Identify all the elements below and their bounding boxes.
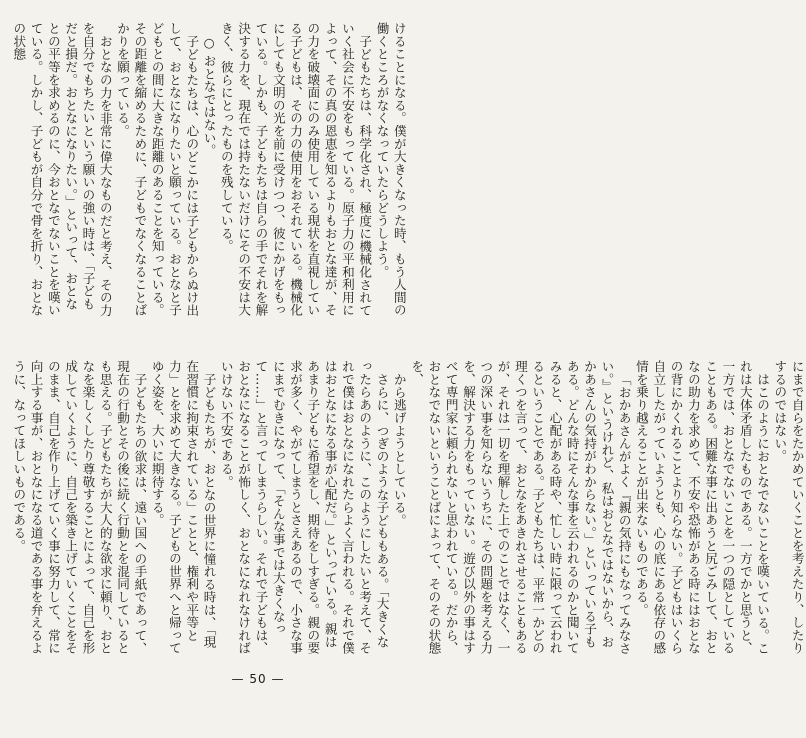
paragraph: から逃げようとしている。 bbox=[391, 372, 407, 527]
paragraph: けることになる。僕が大きくなった時、もう人間の働くところがなくなっていたらどうしよう。 bbox=[374, 22, 407, 317]
paragraph: 「おかあさんがよく『親の気持にもなってみなさい。』というけれど、私はおとなではないから、おかあさんの気持がわからない。」といっている子もある。どんな時にそんな事を云われるのかと聞いてみると、心配がある時や、忙しい時に限って云われるということである。子どもたちは、平常一かどの理くつを言って、おとなをあきれさせることもあるが、それは一切を理解した上でのことではなく、一つの深い事を知らないうちに、その問題を考える力を、解決する力をもっていない。遊び以外の事はすべて専門家に頼られないと思われている。だから、おとなでないということばによって、そのその状態を、 bbox=[409, 360, 632, 655]
section-heading: ○ おとなではない。 bbox=[201, 34, 217, 157]
upper-text-block bbox=[10, 22, 506, 322]
paragraph: さらに、つぎのような子どももある。「大きくなったらあのように、このようにしたいと考えて、それで僕はおとなになれたらよく言われる。それで僕はおとなになる事が心配だ。」といっている。親はあまり子どもに希望をし、期待をしすぎる。親の要求が多く、やがてしまうとさえあるので、小さな事にまでむきになって、「そんな事では大きくなって……」と言ってしまうらしい。それで子どもは、おとなになることが怖しく、おとなになれなければいけない不安である。 bbox=[218, 360, 390, 655]
paragraph: にまで自らをたかめていくことを考えたり、したりするのではない。 bbox=[772, 360, 805, 655]
paragraph: 子どもたちの欲求は、遠い国への手紙であって、現在の行動とその後に続く行動とを混同しているとも思える。子どもたちが大人的な欲求に頼り、おとなを楽しくしたり尊敬することによって、自己を形成していくように、自己を築き上げていくことをそのまま、自己を作り上げていく事に努力して、常に向上する事が、おとなになる道である事を弁えるように、なってほしいものである。 bbox=[11, 360, 148, 655]
paragraph: はこのようにおとなでないことを嘆いている。これは大体矛盾したものである。一方でかと思うと、一方では、おとなでないことを一つの隠としていることもある。困難な事に出あうと尻ごみして、おとなの助力を求めて、不安や恐怖がある時にはおとなの背にかくれることより知らない。子どもはいくら自立したがっていようとも、心の底にある依存の感情を乗り越えることが出来ないものである。 bbox=[633, 360, 771, 655]
lower-text-block bbox=[10, 360, 805, 660]
page-number: — 50 — bbox=[231, 672, 285, 686]
paragraph: 子どもたちは、科学化され、極度に機械化されていく社会に不安をもっている。原子力の平和利用によって、その真の恩恵を知るよりもおとな達が、その力を破壊面にのみ使用している現状を直視している子どもは、その力の使用をおそれている。機械化にしても文明の光を前に受けつつ、彼にかげをもっている。しかも、子どもたちは自らの手でそれを解決する力を、現在では持たないだけにその不安は大きく、彼らにとったものを残している。 bbox=[218, 22, 373, 317]
paragraph: おとなの力を非常に偉大なものだと考え、その力を自分でもちたいという願いの強い時は、「子どもだと損だ。おとなになりたい。」といって、おとなとの平等を求めるのに、今おとなでないことを嘆いている。しかし、子どもが自分で骨を折り、おとなの状態 bbox=[11, 22, 113, 317]
paragraph: 子どもたちは、心のどこかには子どもからぬけ出して、おとなになりたいと願っている。おとなと子どもとの間に大きな距離のあることを知っている。その距離を縮めるために、子どもでなくなることばかりを願っている。 bbox=[115, 22, 200, 317]
upper-text bbox=[10, 22, 408, 322]
paragraph: 子どもたちが、おとなの世界に憧れる時は、「現在習慣に拘束されている」ことと、権利や平等と力」とを求めて大きなる。子どもの世界へと帰ってゆく姿を、大いに期待する。 bbox=[149, 360, 217, 655]
lower-text bbox=[10, 360, 806, 660]
